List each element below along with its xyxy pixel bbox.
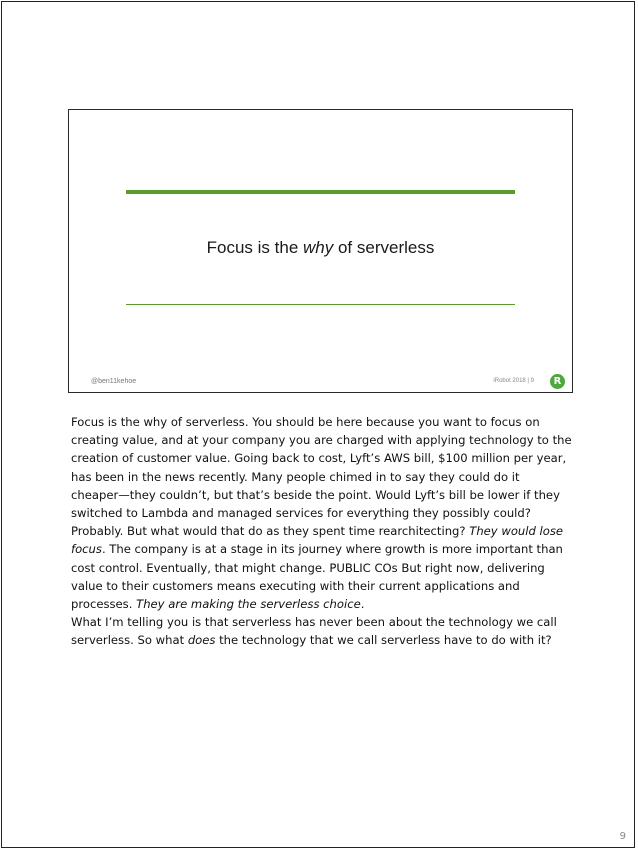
- notes-line: switched to Lambda and managed services for everything they possibly could?: [71, 506, 531, 521]
- notes-line: processes. They are making the serverless choice.: [71, 597, 365, 612]
- notes-line: cheaper—they couldn’t, but that’s beside the point. Would Lyft’s bill be lower if they: [71, 487, 560, 502]
- slide-bottom-rule: [126, 304, 515, 305]
- notes-line: serverless. So what does the technology that we call serverless have to do with it?: [71, 633, 552, 648]
- notes-line: cost control. Eventually, that might change. PUBLIC COs But right now, delivering: [71, 560, 545, 575]
- notes-line: creating value, and at your company you are charged with applying technology to the: [71, 433, 572, 448]
- slide-twitter-handle: @ben11kehoe: [91, 378, 137, 385]
- notes-line: Focus is the why of serverless. You should be here because you want to focus on: [71, 415, 540, 429]
- irobot-logo-icon: R: [550, 374, 565, 389]
- slide-title: Focus is the why of serverless: [206, 238, 435, 257]
- notes-line: has been in the news recently. Many people chimed in to say they could do it: [71, 469, 520, 484]
- notes-line: What I’m telling you is that serverless has never been about the technology we call: [71, 615, 557, 630]
- notes-line: focus. The company is at a stage in its journey where growth is more important than: [71, 542, 563, 557]
- notes-line: Probably. But what would that do as they spent time rearchitecting? They would lose: [71, 524, 564, 539]
- page-number: 9: [619, 831, 626, 842]
- slide-thumbnail: [68, 109, 573, 393]
- page-frame: [1, 1, 635, 848]
- notes-line: value to their customers means executing with their current applications and: [71, 578, 520, 593]
- slide-footer-copyright: iRobot 2018 | 9: [493, 378, 534, 384]
- notes-line: creation of customer value. Going back to cost, Lyft’s AWS bill, $100 million per year,: [71, 451, 567, 466]
- slide-top-rule: [126, 190, 515, 194]
- speaker-notes: [71, 413, 571, 650]
